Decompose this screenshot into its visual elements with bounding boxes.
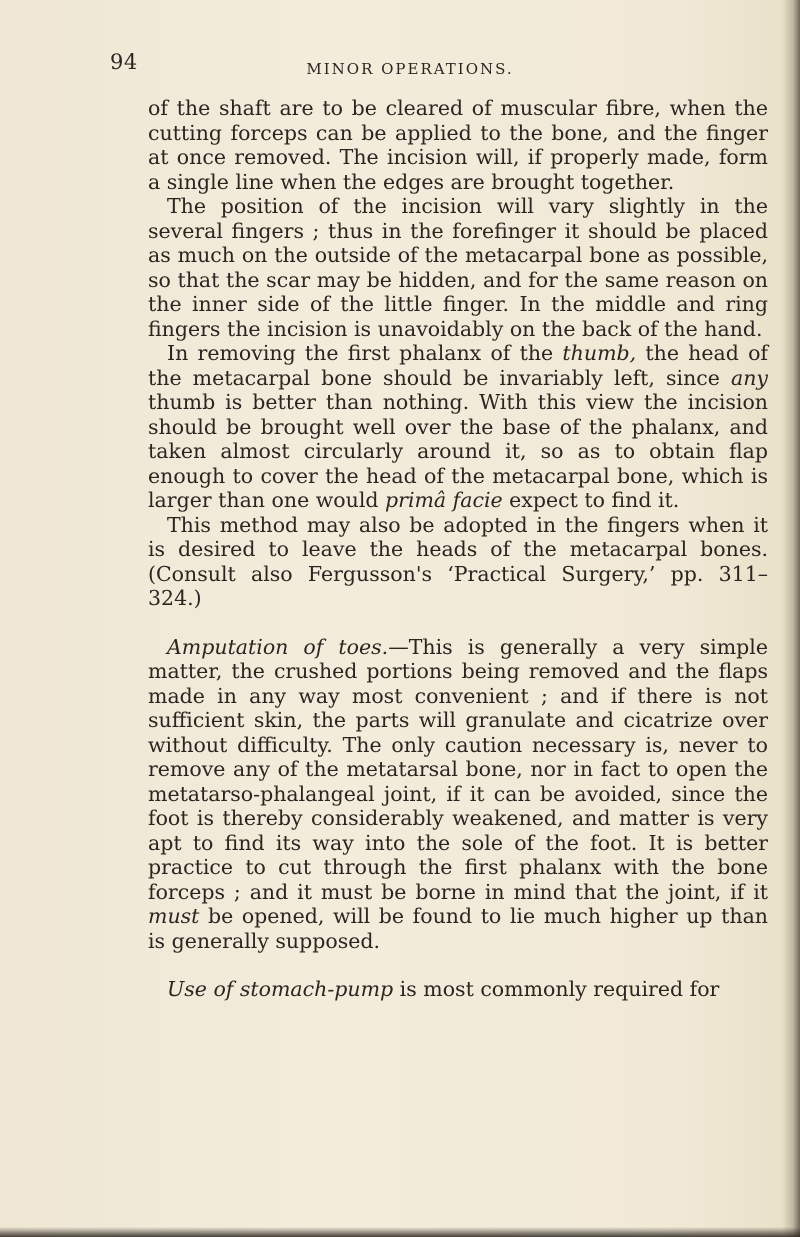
page-number: 94 [110,50,138,74]
section-heading-italic: Amputation of toes. [167,634,389,659]
paragraph-text: of the shaft are to be cleared of muscular fibre, when the cutting forceps can be applied to the bone, and the finger at once removed. The incision will, if properly made, form a single line when the edges are brought together. [148,96,768,194]
paragraph-text: expect to find it. [502,488,680,512]
paragraph-text: This method may also be adopted in the fingers when it is desired to leave the heads of the metacarpal bones. (Consult also Fergusson's ‘Practical Surgery,’ pp. 311–324.) [148,512,768,610]
paragraph-shaft-continuation [148,96,768,194]
italic-text: primâ facie [385,488,503,512]
paragraph-amputation-of-toes [148,635,768,954]
italic-text: must [148,904,200,928]
page-edge-shadow [782,0,800,1237]
paragraph-method-fingers [148,513,768,611]
paragraph-text: is most commonly required for [393,977,720,1001]
paragraph-text: In removing the first phalanx of the [167,341,563,365]
body-text [148,96,768,1002]
paragraph-text: thumb is better than nothing. With this view the incision should be brought well over the base of the phalanx, and taken almost circularly around it, so as to obtain flap enough to cover the head of the metacarpal bone, which is larger than one would [148,390,768,512]
italic-text: thumb, [562,341,637,365]
paragraph-incision-position [148,194,768,341]
paragraph-stomach-pump [148,977,768,1002]
italic-text: any [730,365,768,390]
paragraph-thumb-phalanx [148,341,768,513]
paragraph-text: —This is generally a very simple matter, the crushed portions being removed and the flaps made in any way most convenient ; and if there is not sufficient skin, the parts will granulate and cicatrize over without difficulty. The only caution necessary is, never to remove any of the metatarsal bone, nor in fact to open the metatarso-phalangeal joint, if it can be avoided, since the foot is thereby considerably weakened, and matter is very apt to find its way into the sole of the foot. It is better practice to cut through the first phalanx with the bone forceps ; and it must be borne in mind that the joint, if it [148,634,768,904]
running-title: MINOR OPERATIONS. [306,60,514,78]
paragraph-text: the head of the metacarpal bone should be invariably left, since [148,341,768,390]
page-bottom-shadow [0,1227,800,1237]
section-heading-italic: Use of stomach-pump [167,977,394,1001]
paragraph-text: The position of the incision will vary slightly in the several fingers ; thus in the forefinger it should be placed as much on the outside of the metacarpal bone as possible, so that the scar may be hidden, and for the same reason on the inner side of the little finger. In the middle and ring fingers the incision is unavoidably on the back of the hand. [148,194,768,341]
paragraph-text: be opened, will be found to lie much higher up than is generally supposed. [148,904,768,953]
